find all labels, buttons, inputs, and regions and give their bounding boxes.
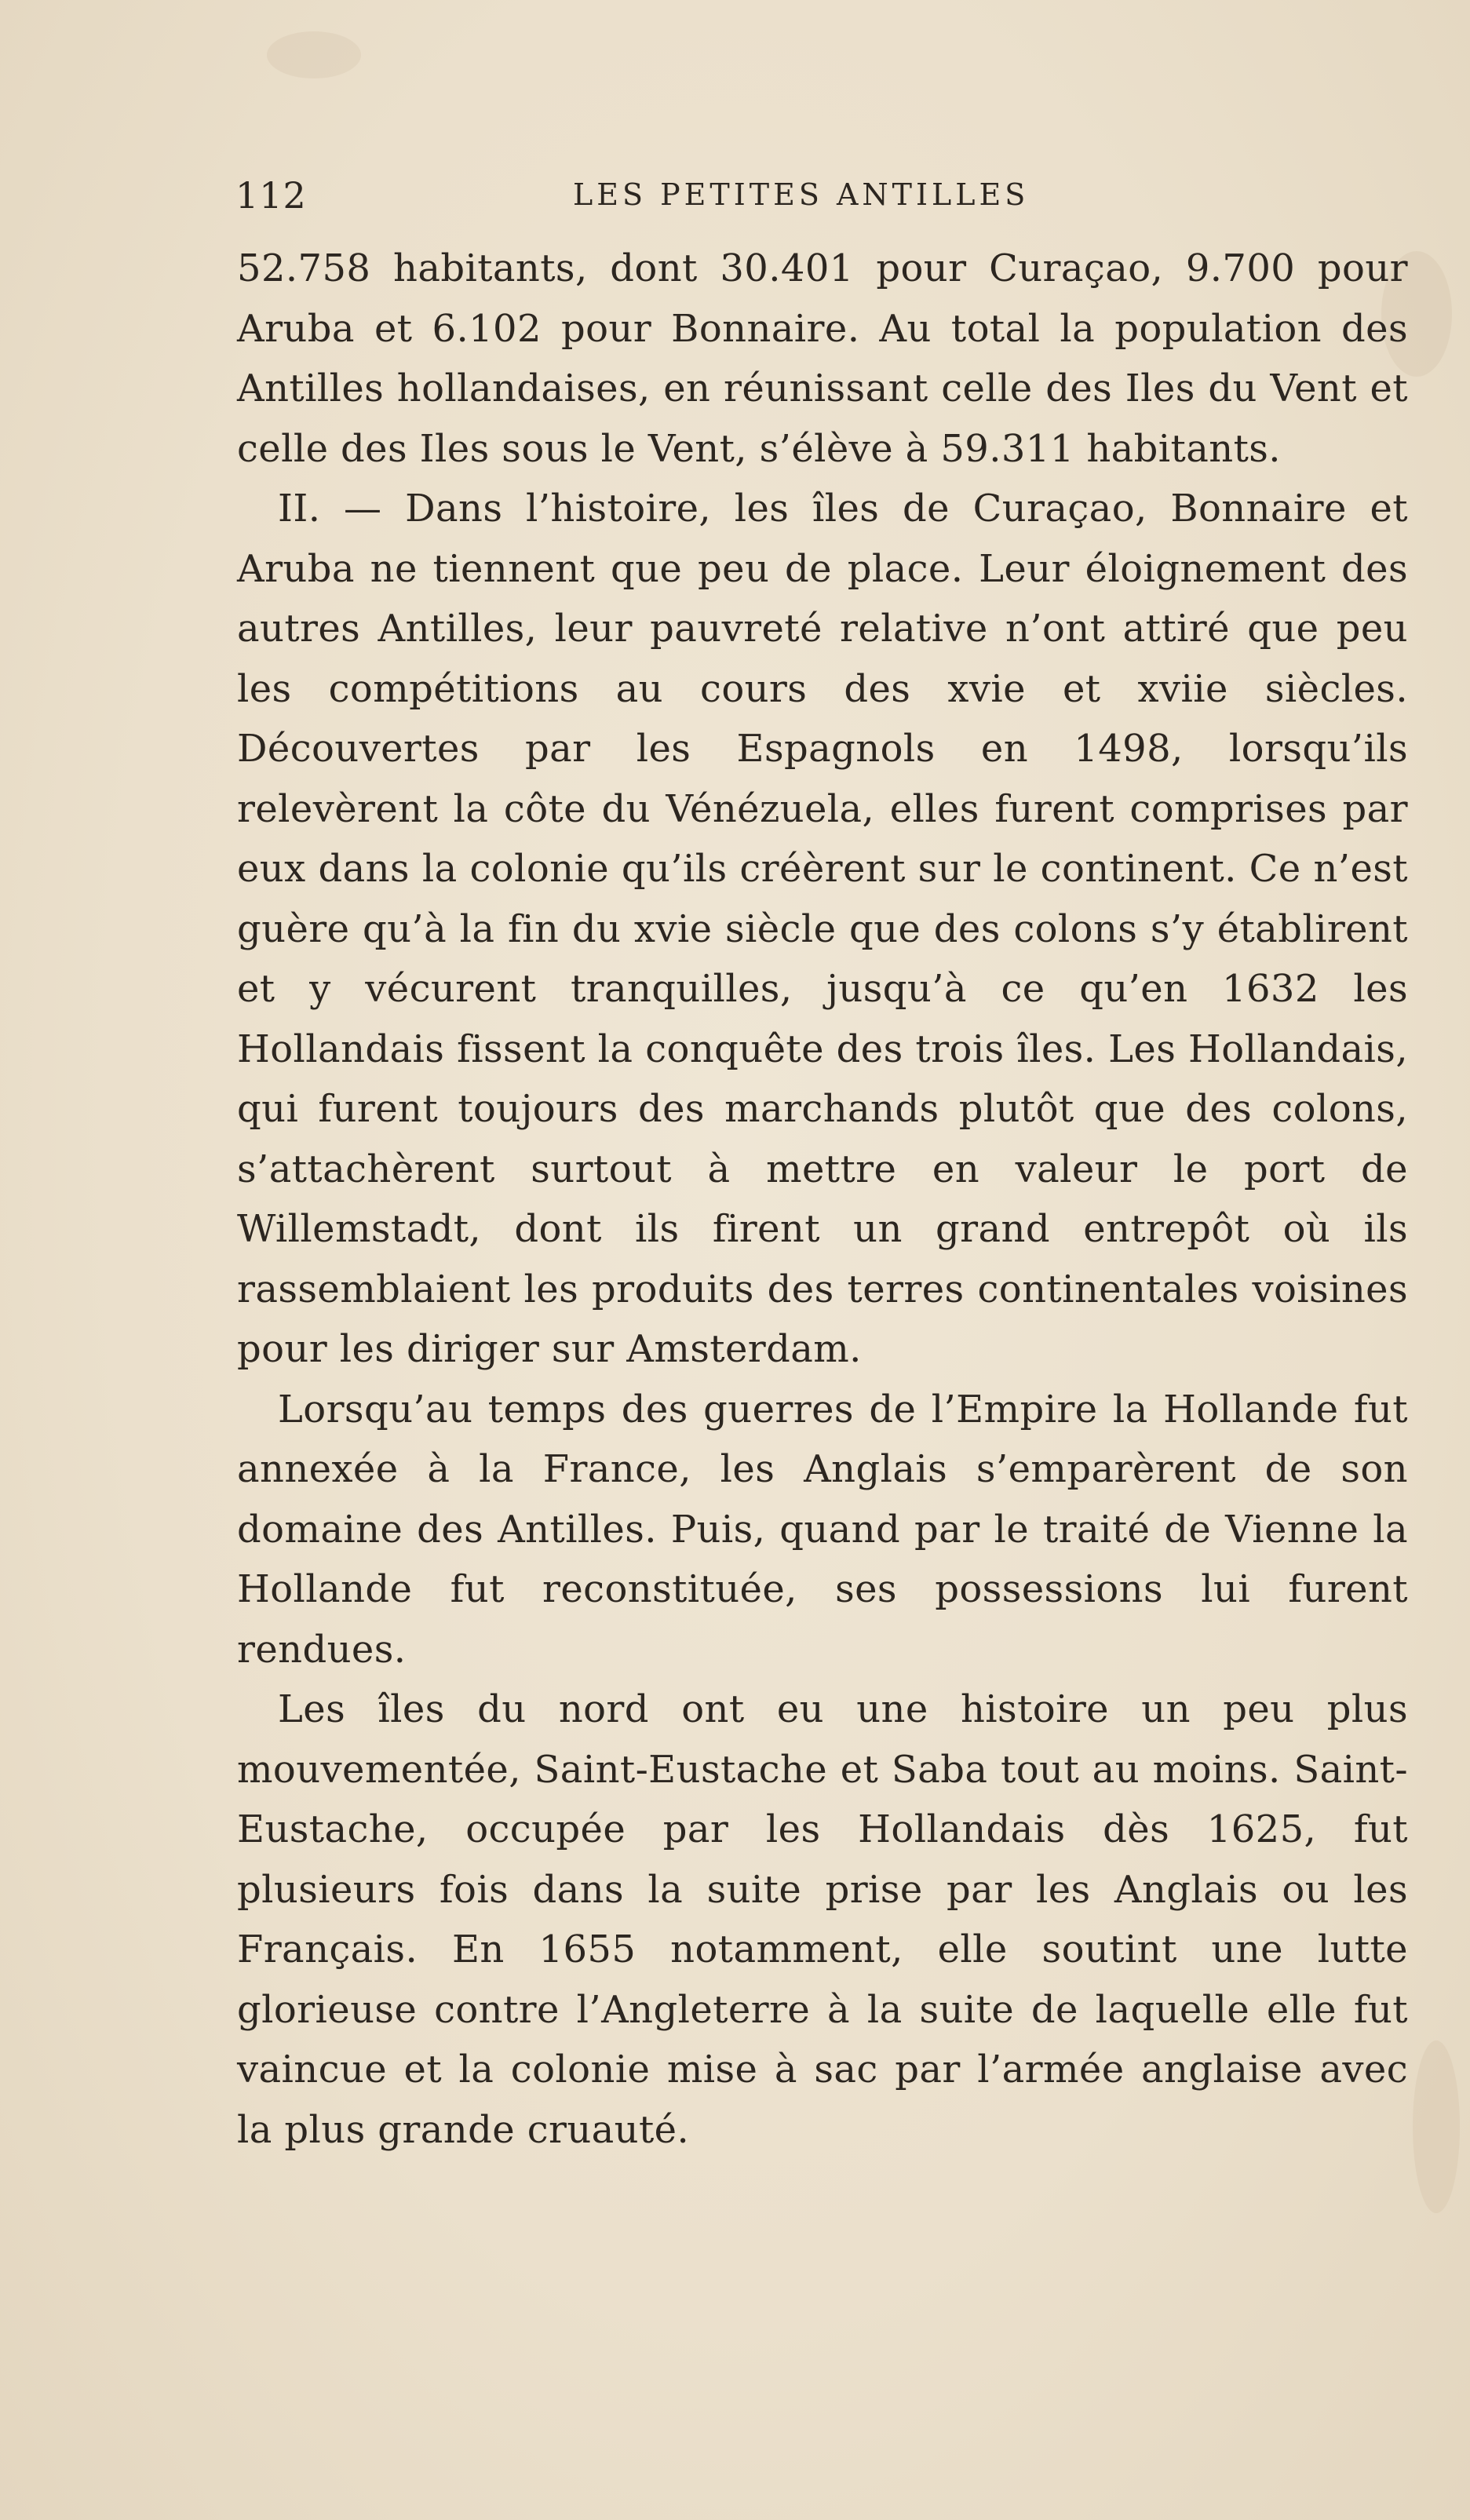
body-text: [237, 239, 1408, 2160]
paragraph-empire: Lorsqu’au temps des guerres de l’Empire la Hollande fut annexée à la France, les Anglais s’emparèrent de son domaine des Antilles. Puis, quand par le traité de Vienne la Hollande fut reconstituée, ses possessions lui furent rendues.: [237, 1387, 1408, 1672]
running-header: [235, 174, 1413, 229]
page-stain: [267, 31, 361, 78]
paragraph-northern-islands: Les îles du nord ont eu une histoire un peu plus mouvementée, Saint-Eustache et Saba tout au moins. Saint-Eustache, occupée par les Hollandais dès 1625, fut plusieurs fois dans la suite prise par les Anglais ou les Français. En 1655 notamment, elle soutint une lutte glorieuse contre l’Angleterre à la suite de laquelle elle fut vaincue et la colonie mise à sac par l’armée anglaise avec la plus grande cruauté.: [237, 1687, 1408, 2152]
running-title: LES PETITES ANTILLES: [573, 177, 1030, 212]
paragraph-continuation: 52.758 habitants, dont 30.401 pour Curaçao, 9.700 pour Aruba et 6.102 pour Bonnaire. Au total la population des Antilles hollandaises, en réunissant celle des Iles du Vent et celle des Iles sous le Vent, s’élève à 59.311 habitants.: [237, 246, 1408, 471]
page-number: 112: [235, 174, 307, 217]
paragraph-history: II. — Dans l’histoire, les îles de Curaçao, Bonnaire et Aruba ne tiennent que peu de place. Leur éloignement des autres Antilles, leur pauvreté relative n’ont attiré que peu les compétitions au cours des xvie et xviie siècles. Découvertes par les Espagnols en 1498, lorsqu’ils relevèrent la côte du Vénézuela, elles furent comprises par eux dans la colonie qu’ils créèrent sur le continent. Ce n’est guère qu’à la fin du xvie siècle que des colons s’y établirent et y vécurent tranquilles, jusqu’à ce qu’en 1632 les Hollandais fissent la conquête des trois îles. Les Hollandais, qui furent toujours des marchands plutôt que des colons, s’attachèrent surtout à mettre en valeur le port de Willemstadt, dont ils firent un grand entrepôt où ils rassemblaient les produits des terres continentales voisines pour les diriger sur Amsterdam.: [237, 487, 1408, 1371]
page-stain: [1413, 2040, 1460, 2213]
